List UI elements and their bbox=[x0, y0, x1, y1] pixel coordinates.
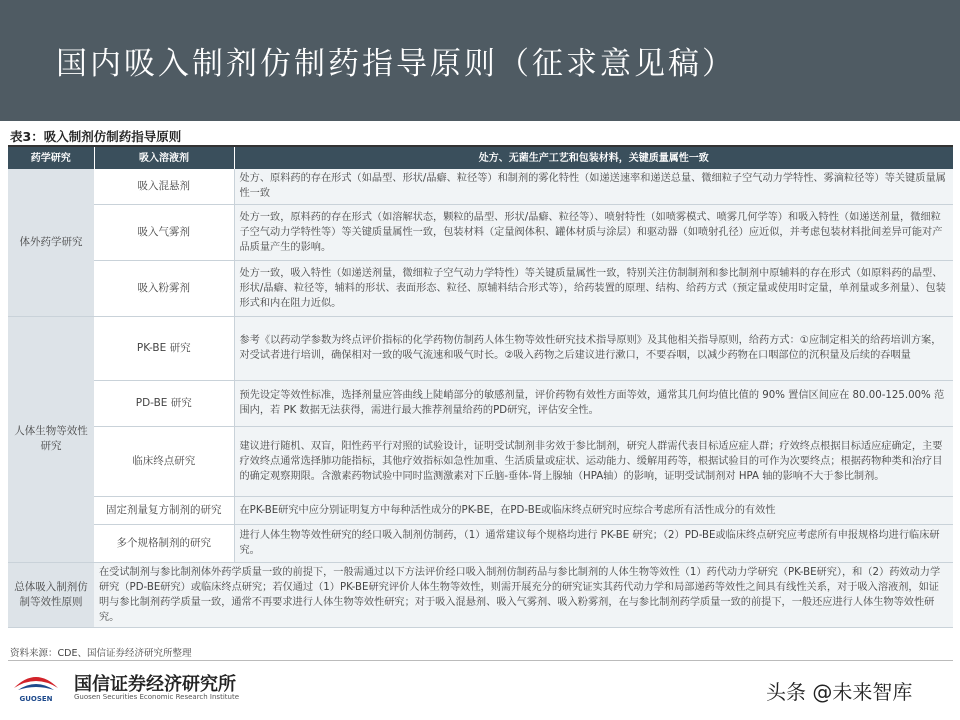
watermark-brand: 头条 @未来智库 bbox=[766, 680, 913, 704]
org-english-name: Guosen Securities Economic Research Institute bbox=[74, 693, 239, 701]
column-header: 吸入溶液剂 bbox=[94, 147, 234, 169]
subcategory-cell: PD-BE 研究 bbox=[94, 380, 234, 426]
subcategory-cell: 多个规格制剂的研究 bbox=[94, 524, 234, 562]
table-row bbox=[8, 169, 953, 204]
table-row bbox=[8, 316, 953, 380]
subcategory-cell: 吸入混悬剂 bbox=[94, 169, 234, 204]
description-cell: 处方、原料药的存在形式（如晶型、形状/晶癖、粒径等）和制剂的雾化特性（如递送速率和递送总量、微细粒子空气动力学特性、雾滴粒径等）等关键质量属性一致 bbox=[234, 169, 953, 204]
slide-title: 国内吸入制剂仿制药指导原则（征求意见稿） bbox=[56, 46, 736, 82]
description-cell: 处方一致，吸入特性（如递送剂量，微细粒子空气动力学特性）等关键质量属性一致，特别关注仿制制剂和参比制剂中原辅料的存在形式（如原料药的晶型、形状/晶癖、粒径等，辅料的形状、表面形态、粒径、原辅料结合形式等），给药装置的原理、结构、给药方式（预定量或使用时定量，单剂量或多剂量）、包装形式和内在阻力近似。 bbox=[234, 260, 953, 316]
table-row bbox=[8, 260, 953, 316]
table-row bbox=[8, 524, 953, 562]
guideline-table bbox=[8, 147, 953, 628]
slide-header bbox=[0, 0, 960, 121]
footer-divider bbox=[8, 660, 953, 661]
table-header-row bbox=[8, 147, 953, 169]
logo-text: GUOSEN bbox=[19, 695, 53, 703]
table-caption: 表3：吸入制剂仿制药指导原则 bbox=[10, 129, 182, 144]
description-cell: 处方一致，原料药的存在形式（如溶解状态，颗粒的晶型、形状/晶癖、粒径等）、喷射特性（如喷雾模式、喷雾几何学等）和吸入特性（如递送剂量，微细粒子空气动力学特性等）等关键质量属性一致，包装材料（定量阀体积、罐体材质与涂层）和驱动器（如喷射孔径）应近似，并考虑包装材料批间差异可能对产品质量产生的影响。 bbox=[234, 204, 953, 260]
subcategory-cell: 吸入粉雾剂 bbox=[94, 260, 234, 316]
column-header: 处方、无菌生产工艺和包装材料，关键质量属性一致 bbox=[234, 147, 953, 169]
subcategory-cell: 临床终点研究 bbox=[94, 426, 234, 496]
source-note: 资料来源：CDE、国信证券经济研究所整理 bbox=[10, 648, 192, 659]
table-row bbox=[8, 380, 953, 426]
description-cell: 进行人体生物等效性研究的经口吸入制剂仿制药，（1）通常建议每个规格均进行 PK-BE 研究；（2）PD-BE或临床终点研究应考虑所有申报规格均进行临床研究。 bbox=[234, 524, 953, 562]
category-cell: 总体吸入制剂仿制等效性原则 bbox=[8, 562, 94, 627]
table-row bbox=[8, 204, 953, 260]
description-cell: 在PK-BE研究中应分别证明复方中每种活性成分的PK-BE，在PD-BE或临床终点研究时应综合考虑所有活性成分的有效性 bbox=[234, 496, 953, 524]
subcategory-cell: 固定剂量复方制剂的研究 bbox=[94, 496, 234, 524]
table-row bbox=[8, 562, 953, 627]
description-cell: 建议进行随机、双盲，阳性药平行对照的试验设计，证明受试制剂非劣效于参比制剂，研究人群需代表目标适应症人群；疗效终点根据目标适应症确定，主要疗效终点通常选择肺功能指标，其他疗效指标如急性加重、生活质量或症状、运动能力、缓解用药等，根据试验目的可作为次要终点；根据药物种类和治疗目的确定观察期限。含激素药物试验中同时监测激素对下丘脑-垂体-肾上腺轴（HPA轴）的影响，证明受试制剂对 HPA 轴的影响不大于参比制剂。 bbox=[234, 426, 953, 496]
guosen-logo bbox=[10, 668, 62, 704]
description-cell: 参考《以药动学参数为终点评价指标的化学药物仿制药人体生物等效性研究技术指导原则》及其他相关指导原则，给药方式：①应制定相关的给药培训方案，对受试者进行培训，确保相对一致的吸气流速和吸气时长。②吸入药物之后建议进行漱口，不要吞咽，以减少药物在口咽部位的沉积量及后续的吞咽量 bbox=[234, 316, 953, 380]
org-name: 国信证券经济研究所 bbox=[74, 674, 236, 695]
table-row bbox=[8, 426, 953, 496]
category-cell: 体外药学研究 bbox=[8, 169, 94, 316]
subcategory-cell: PK-BE 研究 bbox=[94, 316, 234, 380]
table-row bbox=[8, 496, 953, 524]
column-header: 药学研究 bbox=[8, 147, 94, 169]
category-cell: 人体生物等效性研究 bbox=[8, 316, 94, 562]
description-cell: 在受试制剂与参比制剂体外药学质量一致的前提下，一般需通过以下方法评价经口吸入制剂仿制药品与参比制剂的人体生物等效性（1）药代动力学研究（PK-BE研究），和（2）药效动力学研究（PD-BE研究）或临床终点研究；若仅通过（1）PK-BE研究评价人体生物等效性，则需开展充分的研究证实其药代动力学和局部递药等效性之间具有线性关系，对于吸入溶液剂，如证明与参比制剂药学质量一致，通常不再要求进行人体生物等效性研究；对于吸入混悬剂、吸入气雾剂、吸入粉雾剂，在与参比制剂药学质量一致的前提下，一般还应进行人体生物等效性研究。 bbox=[94, 562, 953, 627]
subcategory-cell: 吸入气雾剂 bbox=[94, 204, 234, 260]
description-cell: 预先设定等效性标准，选择剂量应答曲线上陡峭部分的敏感剂量，评价药物有效性方面等效，通常其几何均值比值的 90% 置信区间应在 80.00-125.00% 范围内，若 PK 数据无法获得，需进行最大推荐剂量给药的PD研究，评估安全性。 bbox=[234, 380, 953, 426]
